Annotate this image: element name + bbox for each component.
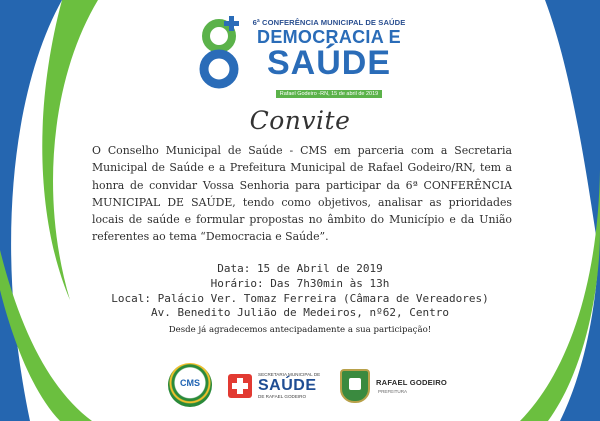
secretaria-under-text: DE RAFAEL GODEIRO	[258, 394, 307, 399]
eight-plus-icon	[195, 14, 245, 92]
event-address: Av. Benedito Julião de Medeiros, nº62, Centro	[150, 306, 449, 320]
prefeitura-name: RAFAEL GODEIRO	[376, 378, 448, 387]
prefeitura-sub: PREFEITURA	[378, 389, 408, 394]
municipal-crest-icon	[340, 369, 370, 403]
secretaria-small-text: SECRETARIA MUNICIPAL DE	[258, 372, 321, 377]
prefeitura-logo	[340, 369, 448, 405]
left-green-swoosh	[42, 0, 98, 300]
closing-note: Desde já agradecemos antecipadamente a sua participação!	[168, 325, 432, 335]
secretaria-big-text: SAÚDE	[258, 377, 317, 394]
invitation-body: O Conselho Municipal de Saúde - CMS em parceria com a Secretaria Municipal de Saúde e a Prefeitura Municipal de Rafael Godeiro/RN, tem a honra de convidar Vossa Senhoria para participar da 6ª CONFERÊNCIA MUNICIPAL DE SAÚDE, tendo como objetivos, analisar as prioridades locais de saúde e formular propostas no âmbito do Município e da União referentes ao tema “Democracia e Saúde”.	[92, 144, 512, 244]
event-location: Local: Palácio Ver. Tomaz Ferreira (Câmara de Vereadores)	[111, 291, 489, 305]
conference-title-line2: SAÚDE	[266, 44, 392, 82]
conference-edition: 6ª CONFERÊNCIA MUNICIPAL DE SAÚDE	[252, 18, 406, 27]
conference-title-line1: DEMOCRACIA E	[257, 27, 401, 47]
event-details	[0, 262, 600, 321]
conference-logo	[195, 14, 407, 97]
event-time: Horário: Das 7h30min às 13h	[210, 276, 390, 290]
event-date: Data: 15 de Abril de 2019	[217, 262, 383, 275]
secretaria-logo	[228, 371, 328, 401]
cms-seal-label: CMS	[180, 378, 200, 388]
cms-seal-logo	[168, 363, 212, 407]
conference-subtitle: Rafael Godeiro -RN, 15 de abril de 2019	[276, 90, 382, 98]
footer-logos	[0, 363, 600, 407]
health-cross-icon	[228, 374, 252, 398]
invitation-heading: Convite	[249, 106, 351, 135]
